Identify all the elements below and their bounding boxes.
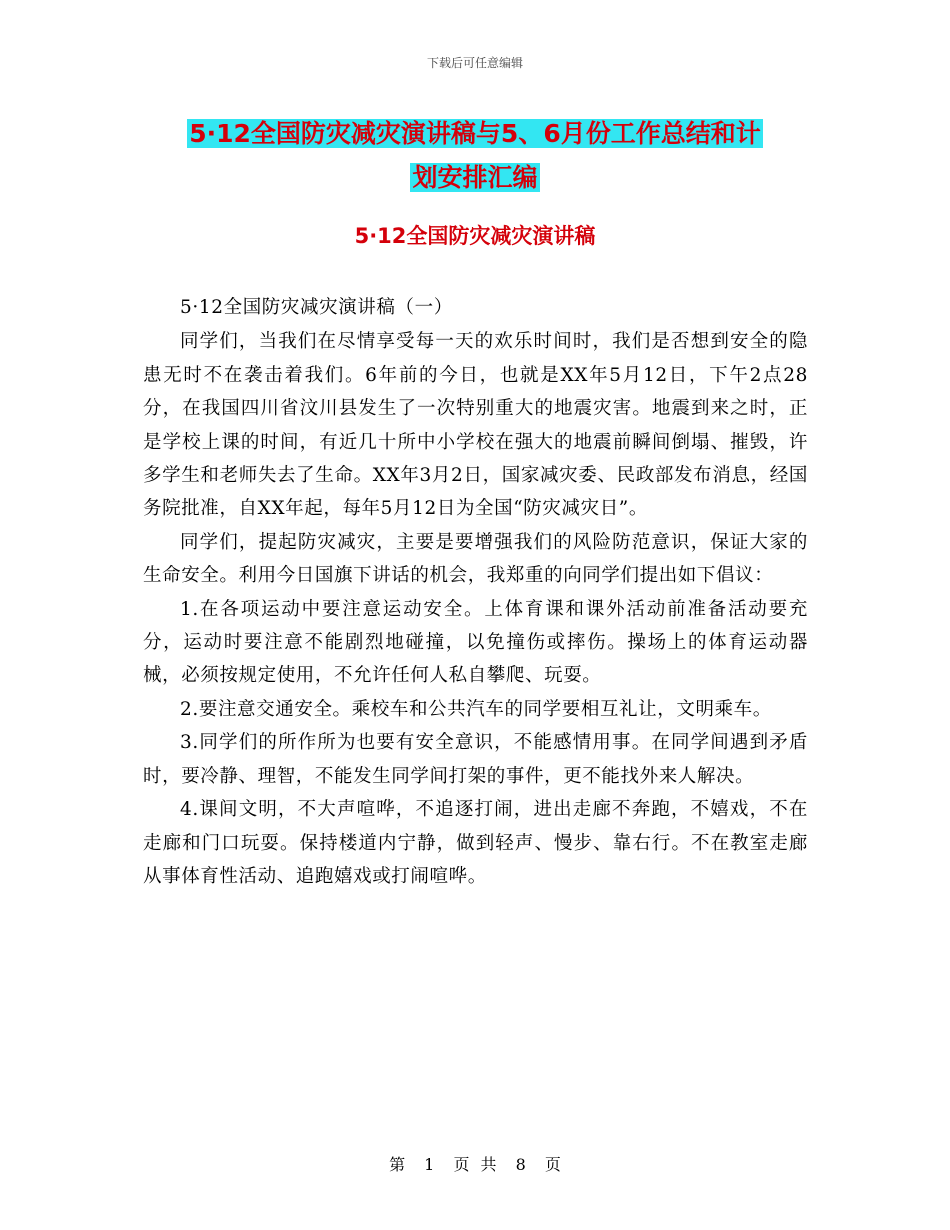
title-line-1: 5·12全国防灾减灾演讲稿与5、6月份工作总结和计 bbox=[189, 119, 761, 148]
paragraph: 3.同学们的所作所为也要有安全意识，不能感情用事。在同学间遇到矛盾时，要冷静、理智，不能发生同学间打架的事件，更不能找外来人解决。 bbox=[143, 732, 808, 787]
paragraph: 1.在各项运动中要注意运动安全。上体育课和课外活动前准备活动要充分，运动时要注意不能剧烈地碰撞，以免撞伤或摔伤。操场上的体育运动器械，必须按规定使用，不允许任何人私自攀爬、玩耍。 bbox=[143, 598, 808, 687]
document-title bbox=[140, 112, 810, 200]
footer-suffix: 页 bbox=[544, 1155, 561, 1174]
page-number: 1 bbox=[424, 1155, 435, 1174]
subheading: 5·12全国防灾减灾演讲稿（一） bbox=[180, 297, 453, 318]
footer-prefix: 第 bbox=[389, 1155, 406, 1174]
footer-mid: 页 共 bbox=[453, 1155, 497, 1174]
paragraph: 2.要注意交通安全。乘校车和公共汽车的同学要相互礼让，文明乘车。 bbox=[180, 698, 772, 720]
page-footer bbox=[0, 1152, 950, 1175]
title-line-2: 划安排汇编 bbox=[412, 163, 538, 192]
total-pages: 8 bbox=[515, 1155, 526, 1174]
document-body bbox=[143, 291, 808, 893]
paragraph: 同学们，提起防灾减灾，主要是要增强我们的风险防范意识，保证大家的生命安全。利用今日国旗下讲话的机会，我郑重的向同学们提出如下倡议： bbox=[143, 531, 808, 587]
section-title: 5·12全国防灾减灾演讲稿 bbox=[354, 224, 596, 248]
paragraph: 同学们，当我们在尽情享受每一天的欢乐时间时，我们是否想到安全的隐患无时不在袭击着我们。6年前的今日，也就是XX年5月12日，下午2点28分，在我国四川省汶川县发生了一次特别重大的地震灾害。地震到来之时，正是学校上课的时间，有近几十所中小学校在强大的地震前瞬间倒塌、摧毁，许多学生和老师失去了生命。XX年3月2日，国家减灾委、民政部发布消息，经国务院批准，自XX年起，每年5月12日为全国“防灾减灾日”。 bbox=[143, 331, 808, 520]
paragraph: 4.课间文明，不大声喧哗，不追逐打闹，进出走廊不奔跑，不嬉戏，不在走廊和门口玩耍。保持楼道内宁静，做到轻声、慢步、靠右行。不在教室走廊从事体育性活动、追跑嬉戏或打闹喧哗。 bbox=[143, 799, 808, 887]
header-note: 下载后可任意编辑 bbox=[426, 56, 523, 70]
